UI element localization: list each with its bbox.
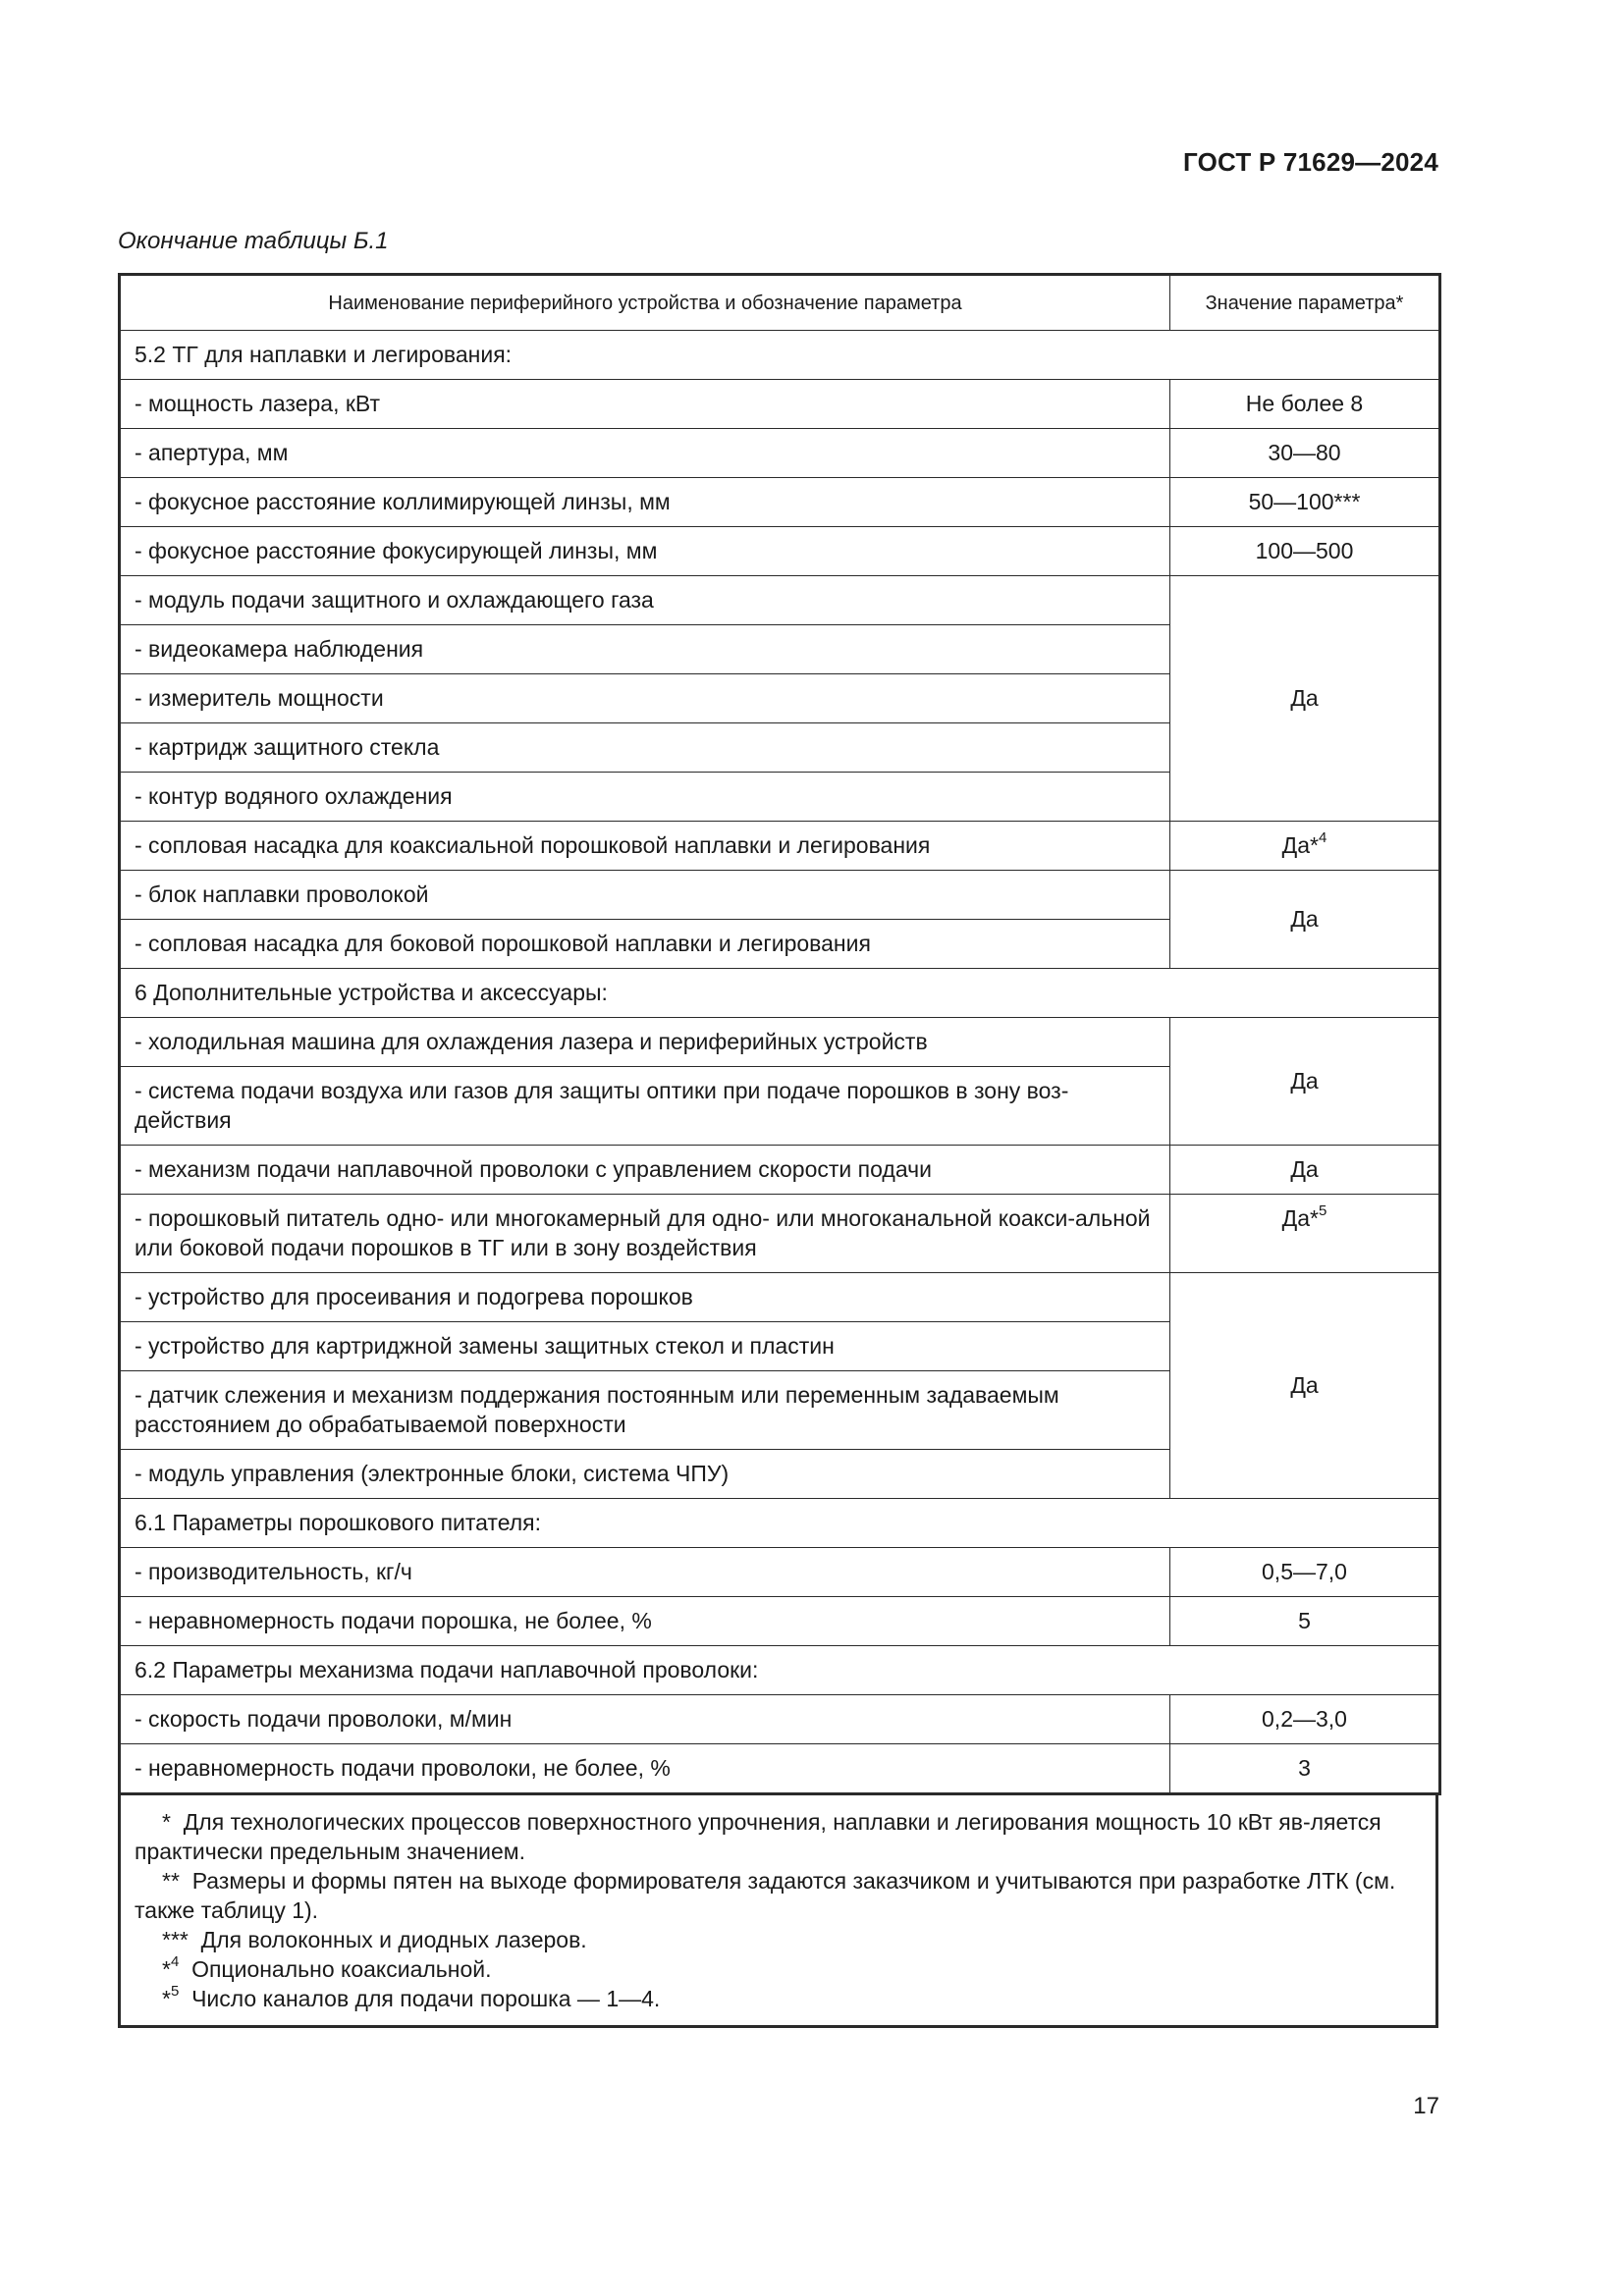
param-name: - скорость подачи проволоки, м/мин xyxy=(120,1695,1170,1744)
param-value: 0,2—3,0 xyxy=(1170,1695,1440,1744)
table-row xyxy=(120,576,1440,625)
value-text: Да* xyxy=(1281,1205,1319,1231)
table-row xyxy=(120,478,1440,527)
param-value: Да xyxy=(1170,1018,1440,1146)
param-name: - мощность лазера, кВт xyxy=(120,380,1170,429)
table-row xyxy=(120,1499,1440,1548)
table-row xyxy=(120,1695,1440,1744)
section-heading: 6.2 Параметры механизма подачи наплавочной проволоки: xyxy=(120,1646,1440,1695)
table-row xyxy=(120,1744,1440,1794)
table-header-row xyxy=(120,275,1440,331)
table-row xyxy=(120,1273,1440,1322)
param-name: - модуль подачи защитного и охлаждающего газа xyxy=(120,576,1170,625)
value-text: Да* xyxy=(1281,832,1319,858)
table-row xyxy=(120,1018,1440,1067)
param-name: - система подачи воздуха или газов для защиты оптики при подаче порошков в зону воз-действия xyxy=(120,1067,1170,1146)
param-value: 50—100*** xyxy=(1170,478,1440,527)
param-name: - порошковый питатель одно- или многокамерный для одно- или многоканальной коакси-альной или боковой подачи порошков в ТГ или в зону воздействия xyxy=(120,1195,1170,1273)
table-row xyxy=(120,1646,1440,1695)
param-name: - холодильная машина для охлаждения лазера и периферийных устройств xyxy=(120,1018,1170,1067)
table-row xyxy=(120,1146,1440,1195)
param-value: Да xyxy=(1170,871,1440,969)
param-name: - блок наплавки проволокой xyxy=(120,871,1170,920)
table-row xyxy=(120,380,1440,429)
footnote-text: Для технологических процессов поверхностного упрочнения, наплавки и легирования мощность 10 кВт яв-ляется практически предельным значением. xyxy=(135,1809,1381,1864)
table-row xyxy=(120,1195,1440,1273)
footnote xyxy=(135,1807,1422,1866)
footnote-text: Для волоконных и диодных лазеров. xyxy=(200,1927,587,1952)
param-name: - апертура, мм xyxy=(120,429,1170,478)
param-value: Да xyxy=(1170,1273,1440,1499)
param-name: - неравномерность подачи проволоки, не более, % xyxy=(120,1744,1170,1794)
param-value xyxy=(1170,822,1440,871)
param-name: - датчик слежения и механизм поддержания постоянным или переменным задаваемым расстоянием до обрабатываемой поверхности xyxy=(120,1371,1170,1450)
footnote-mark-superscript: 4 xyxy=(170,1953,180,1971)
table-row xyxy=(120,969,1440,1018)
table-caption: Окончание таблицы Б.1 xyxy=(118,228,389,254)
param-name: - измеритель мощности xyxy=(120,674,1170,723)
footnote xyxy=(135,1925,1422,1954)
param-name: - устройство для картриджной замены защитных стекол и пластин xyxy=(120,1322,1170,1371)
column-header-value: Значение параметра* xyxy=(1170,275,1440,331)
param-value: 3 xyxy=(1170,1744,1440,1794)
param-name: - видеокамера наблюдения xyxy=(120,625,1170,674)
footnote-mark: * xyxy=(162,1986,171,2011)
param-value xyxy=(1170,1195,1440,1273)
param-value: Не более 8 xyxy=(1170,380,1440,429)
footnote-mark: ** xyxy=(162,1868,180,1894)
footnote-mark: *** xyxy=(162,1927,189,1952)
param-value: 0,5—7,0 xyxy=(1170,1548,1440,1597)
param-name: - контур водяного охлаждения xyxy=(120,773,1170,822)
param-name: - картридж защитного стекла xyxy=(120,723,1170,773)
table-row xyxy=(120,429,1440,478)
param-name: - сопловая насадка для коаксиальной порошковой наплавки и легирования xyxy=(120,822,1170,871)
footnote xyxy=(135,1866,1422,1925)
param-value: 5 xyxy=(1170,1597,1440,1646)
param-name: - механизм подачи наплавочной проволоки с управлением скорости подачи xyxy=(120,1146,1170,1195)
footnote xyxy=(135,1954,1422,1984)
table-row xyxy=(120,822,1440,871)
table-row xyxy=(120,871,1440,920)
section-heading: 6.1 Параметры порошкового питателя: xyxy=(120,1499,1440,1548)
footnote-mark: * xyxy=(162,1956,171,1982)
param-name: - фокусное расстояние фокусирующей линзы, мм xyxy=(120,527,1170,576)
footnote-text: Число каналов для подачи порошка — 1—4. xyxy=(191,1986,661,2011)
page-number: 17 xyxy=(1413,2093,1439,2119)
column-header-name: Наименование периферийного устройства и обозначение параметра xyxy=(120,275,1170,331)
value-superscript: 4 xyxy=(1318,829,1327,847)
footnote-mark: * xyxy=(162,1809,171,1835)
footnote xyxy=(135,1984,1422,2013)
param-value: 100—500 xyxy=(1170,527,1440,576)
table-row xyxy=(120,527,1440,576)
param-name: - производительность, кг/ч xyxy=(120,1548,1170,1597)
param-name: - модуль управления (электронные блоки, система ЧПУ) xyxy=(120,1450,1170,1499)
param-value: 30—80 xyxy=(1170,429,1440,478)
param-name: - фокусное расстояние коллимирующей линзы, мм xyxy=(120,478,1170,527)
param-value: Да xyxy=(1170,1146,1440,1195)
table-footnotes xyxy=(118,1795,1438,2028)
footnote-mark-superscript: 5 xyxy=(170,1983,180,2001)
param-name: - устройство для просеивания и подогрева порошков xyxy=(120,1273,1170,1322)
param-name: - неравномерность подачи порошка, не более, % xyxy=(120,1597,1170,1646)
section-heading: 5.2 ТГ для наплавки и легирования: xyxy=(120,331,1440,380)
table-row xyxy=(120,1597,1440,1646)
parameters-table-wrapper xyxy=(118,273,1438,2028)
value-superscript: 5 xyxy=(1318,1202,1327,1220)
document-id: ГОСТ Р 71629—2024 xyxy=(1183,147,1438,177)
footnote-text: Размеры и формы пятен на выходе формирователя задаются заказчиком и учитываются при разработке ЛТК (см. также таблицу 1). xyxy=(135,1868,1396,1923)
parameters-table xyxy=(118,273,1441,1795)
param-name: - сопловая насадка для боковой порошковой наплавки и легирования xyxy=(120,920,1170,969)
param-value: Да xyxy=(1170,576,1440,822)
footnote-text: Опционально коаксиальной. xyxy=(191,1956,492,1982)
table-row xyxy=(120,331,1440,380)
section-heading: 6 Дополнительные устройства и аксессуары: xyxy=(120,969,1440,1018)
table-row xyxy=(120,1548,1440,1597)
